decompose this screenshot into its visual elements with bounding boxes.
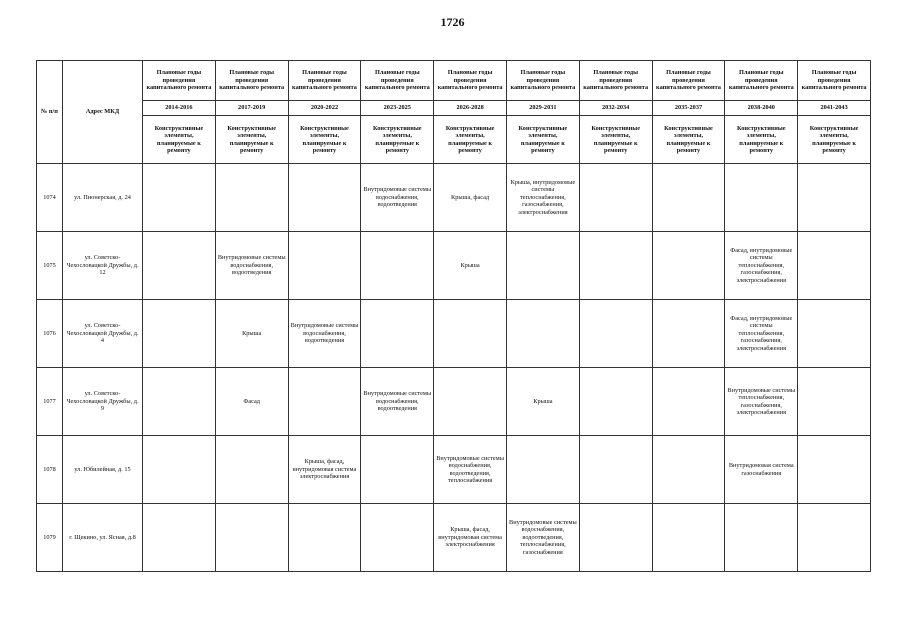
table-cell [798, 436, 871, 504]
table-row [37, 164, 871, 232]
table-cell: Внутридомовые системы водоснабжения, водоотведения [215, 232, 288, 300]
table-cell [215, 164, 288, 232]
table-cell [579, 164, 652, 232]
header-elements: Конструктивные элементы, планируемые к ремонту [361, 116, 434, 164]
table-cell: Внутридомовые системы водоснабжения, водоотведения [288, 300, 361, 368]
header-planned: Плановые годы проведения капитального ремонта [143, 61, 216, 101]
row-address: г. Щекино, ул. Ясная, д.8 [63, 504, 143, 572]
header-elements: Конструктивные элементы, планируемые к ремонту [506, 116, 579, 164]
table-cell [579, 232, 652, 300]
table-cell: Крыша, фасад [434, 164, 507, 232]
header-planned: Плановые годы проведения капитального ремонта [361, 61, 434, 101]
header-address: Адрес МКД [63, 61, 143, 164]
row-number: 1075 [37, 232, 63, 300]
header-row-periods [37, 101, 871, 116]
table-cell: Крыша, внутридомовые системы теплоснабжения, газоснабжения, электроснабжения [506, 164, 579, 232]
table-cell [652, 300, 725, 368]
header-planned: Плановые годы проведения капитального ремонта [506, 61, 579, 101]
header-period: 2023-2025 [361, 101, 434, 116]
header-elements: Конструктивные элементы, планируемые к ремонту [434, 116, 507, 164]
table-cell [288, 504, 361, 572]
table-cell [288, 164, 361, 232]
header-period: 2041-2043 [798, 101, 871, 116]
header-planned: Плановые годы проведения капитального ремонта [725, 61, 798, 101]
table-cell [143, 436, 216, 504]
header-elements: Конструктивные элементы, планируемые к ремонту [579, 116, 652, 164]
table-cell: Внутридомовые системы теплоснабжения, газоснабжения, электроснабжения [725, 368, 798, 436]
table-cell [798, 300, 871, 368]
row-address: ул. Советско-Чехословацкой Дружбы, д. 9 [63, 368, 143, 436]
table-cell: Внутридомовые системы водоснабжения, водоотведения, теплоснабжения, газоснабжения [506, 504, 579, 572]
table-cell [215, 436, 288, 504]
table-cell [798, 368, 871, 436]
table-cell: Крыша [434, 232, 507, 300]
table-cell [652, 368, 725, 436]
table-row [37, 436, 871, 504]
table-cell: Крыша, фасад, внутридомовая система электроснабжения [288, 436, 361, 504]
header-planned: Плановые годы проведения капитального ремонта [798, 61, 871, 101]
table-cell [361, 504, 434, 572]
row-number: 1077 [37, 368, 63, 436]
header-elements: Конструктивные элементы, планируемые к ремонту [143, 116, 216, 164]
table-cell [579, 436, 652, 504]
table-cell: Внутридомовые системы водоснабжения, водоотведения [361, 164, 434, 232]
table-cell [288, 232, 361, 300]
table-cell [143, 300, 216, 368]
header-planned: Плановые годы проведения капитального ремонта [652, 61, 725, 101]
table-row [37, 232, 871, 300]
table-cell [143, 164, 216, 232]
row-address: ул. Пионерская, д. 24 [63, 164, 143, 232]
table-cell [288, 368, 361, 436]
table-cell [579, 368, 652, 436]
header-period: 2026-2028 [434, 101, 507, 116]
header-period: 2029-2031 [506, 101, 579, 116]
row-number: 1078 [37, 436, 63, 504]
row-number: 1076 [37, 300, 63, 368]
table-cell [434, 300, 507, 368]
table-cell [798, 164, 871, 232]
table-cell [725, 164, 798, 232]
table-cell [215, 504, 288, 572]
table-cell [798, 504, 871, 572]
table-cell [652, 232, 725, 300]
table-cell: Внутридомовые системы водоснабжения, водоотведения [361, 368, 434, 436]
table-cell: Внутридомовая система газоснабжения [725, 436, 798, 504]
row-address: ул. Советско-Чехословацкой Дружбы, д. 4 [63, 300, 143, 368]
table-cell [361, 436, 434, 504]
table-row [37, 504, 871, 572]
table-cell [361, 300, 434, 368]
table-cell [143, 504, 216, 572]
header-elements: Конструктивные элементы, планируемые к ремонту [215, 116, 288, 164]
table-cell [434, 368, 507, 436]
table-cell: Фасад, внутридомовые системы теплоснабжения, газоснабжения, электроснабжения [725, 232, 798, 300]
header-elements: Конструктивные элементы, планируемые к ремонту [798, 116, 871, 164]
header-num: № п/п [37, 61, 63, 164]
row-number: 1079 [37, 504, 63, 572]
header-period: 2032-2034 [579, 101, 652, 116]
header-period: 2017-2019 [215, 101, 288, 116]
table-cell [143, 368, 216, 436]
table-cell [652, 504, 725, 572]
table-cell [579, 504, 652, 572]
header-period: 2038-2040 [725, 101, 798, 116]
page-number: 1726 [440, 15, 465, 29]
header-elements: Конструктивные элементы, планируемые к ремонту [725, 116, 798, 164]
header-elements: Конструктивные элементы, планируемые к ремонту [652, 116, 725, 164]
table-cell [725, 504, 798, 572]
table-cell: Фасад, внутридомовые системы теплоснабжения, газоснабжения, электроснабжения [725, 300, 798, 368]
header-planned: Плановые годы проведения капитального ремонта [288, 61, 361, 101]
table-cell [506, 232, 579, 300]
table-cell: Крыша [506, 368, 579, 436]
table-cell [652, 436, 725, 504]
row-address: ул. Советско-Чехословацкой Дружбы, д. 12 [63, 232, 143, 300]
table-cell [652, 164, 725, 232]
header-period: 2035-2037 [652, 101, 725, 116]
header-period: 2014-2016 [143, 101, 216, 116]
header-row-elements [37, 116, 871, 164]
table-row [37, 368, 871, 436]
row-address: ул. Юбилейная, д. 15 [63, 436, 143, 504]
header-row-planned [37, 61, 871, 101]
header-elements: Конструктивные элементы, планируемые к ремонту [288, 116, 361, 164]
header-planned: Плановые годы проведения капитального ремонта [215, 61, 288, 101]
table-cell [798, 232, 871, 300]
header-period: 2020-2022 [288, 101, 361, 116]
row-number: 1074 [37, 164, 63, 232]
table-cell: Внутридомовые системы водоснабжения, водоотведения, теплоснабжения [434, 436, 507, 504]
table-cell [579, 300, 652, 368]
table-cell: Крыша, фасад, внутридомовая система электроснабжения [434, 504, 507, 572]
table-cell [506, 300, 579, 368]
table-cell: Крыша [215, 300, 288, 368]
table-cell [506, 436, 579, 504]
table-cell [361, 232, 434, 300]
table-cell [143, 232, 216, 300]
header-planned: Плановые годы проведения капитального ремонта [434, 61, 507, 101]
header-planned: Плановые годы проведения капитального ремонта [579, 61, 652, 101]
capital-repair-table [36, 60, 871, 572]
table-cell: Фасад [215, 368, 288, 436]
table-row [37, 300, 871, 368]
